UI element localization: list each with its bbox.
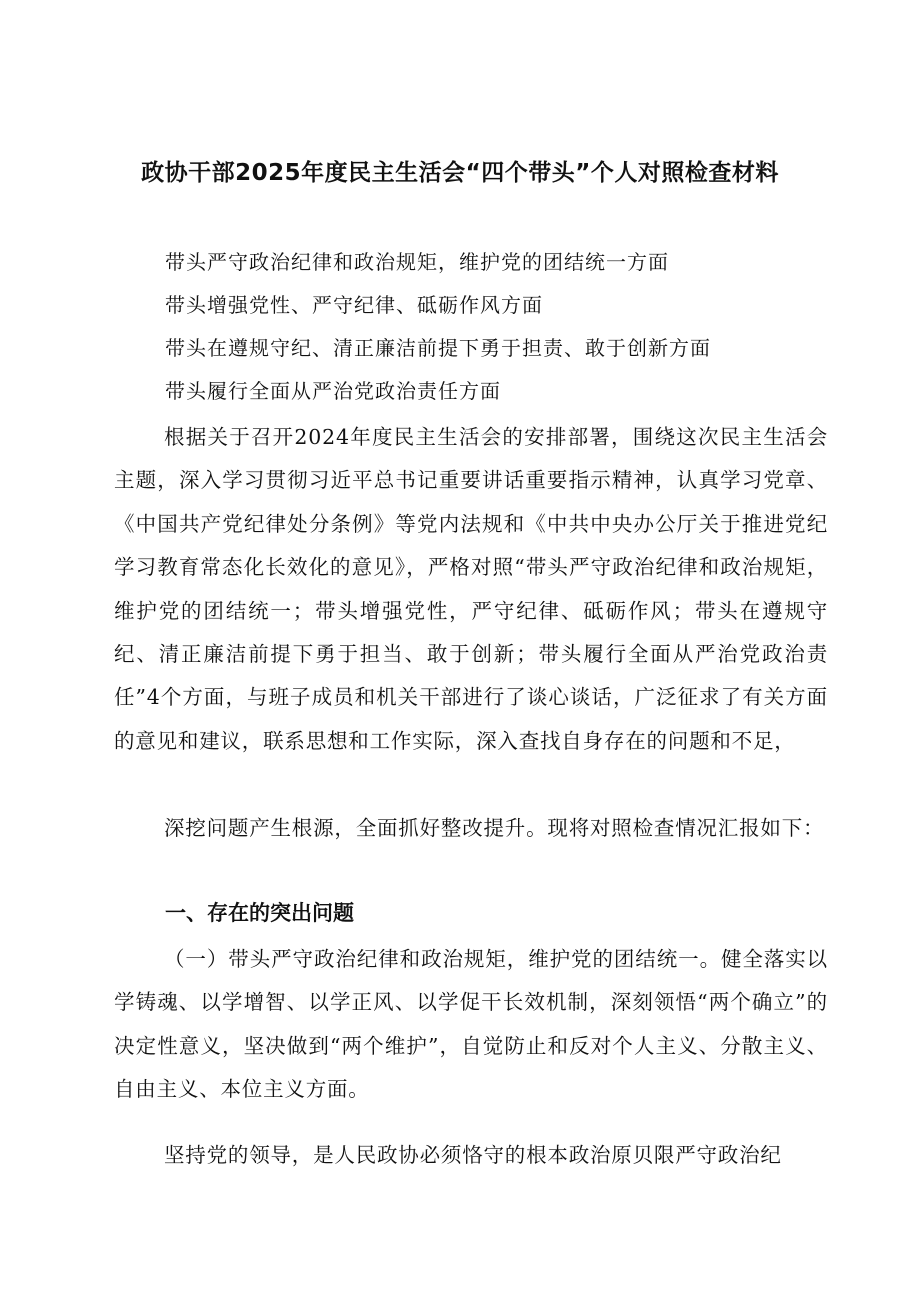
- document-title: 政协干部2025年度民主生活会“四个带头”个人对照检查材料: [141, 160, 779, 186]
- subheading-1: 带头严守政治纪律和政治规矩，维护党的团结统一方面: [165, 250, 669, 274]
- section-paragraph-2: 坚持党的领导，是人民政协必须恪守的根本政治原贝限严守政治纪: [164, 1143, 782, 1167]
- subheading-4: 带头履行全面从严治党政治责任方面: [165, 379, 501, 403]
- subheading-3: 带头在遵规守纪、清正廉洁前提下勇于担责、敢于创新方面: [165, 336, 711, 360]
- intro-paragraph: 根据关于召开2024年度民主生活会的安排部署，围绕这次民主生活会主题，深入学习贯彻习近平总书记重要讲话重要指示精神，认真学习党章、《中国共产党纪律处分条例》等党内法规和《中共中央办公厅关于推进党纪学习教育常态化长效化的意见》，严格对照“带头严守政治纪律和政治规矩，维护党的团结统一；带头增强党性，严守纪律、砥砺作风；带头在遵规守纪、清正廉洁前提下勇于担当、敢于创新；带头履行全面从严治党政治责任”4个方面，与班子成员和机关干部进行了谈心谈话，广泛征求了有关方面的意见和建议，联系思想和工作实际，深入查找自身存在的问题和不足，: [114, 425, 828, 753]
- section-heading: 一、存在的突出问题: [165, 901, 354, 925]
- section-paragraph-1: （一）带头严守政治纪律和政治规矩，维护党的团结统一。健全落实以学铸魂、以学增智、以学正风、以学促干长效机制，深刻领悟“两个确立”的决定性意义，坚决做到“两个维护”，自觉防止和反对个人主义、分散主义、自由主义、本位主义方面。: [114, 947, 828, 1102]
- subheading-2: 带头增强党性、严守纪律、砥砺作风方面: [165, 293, 543, 317]
- summary-paragraph: 深挖问题产生根源，全面抓好整改提升。现将对照检查情况汇报如下：: [164, 816, 825, 840]
